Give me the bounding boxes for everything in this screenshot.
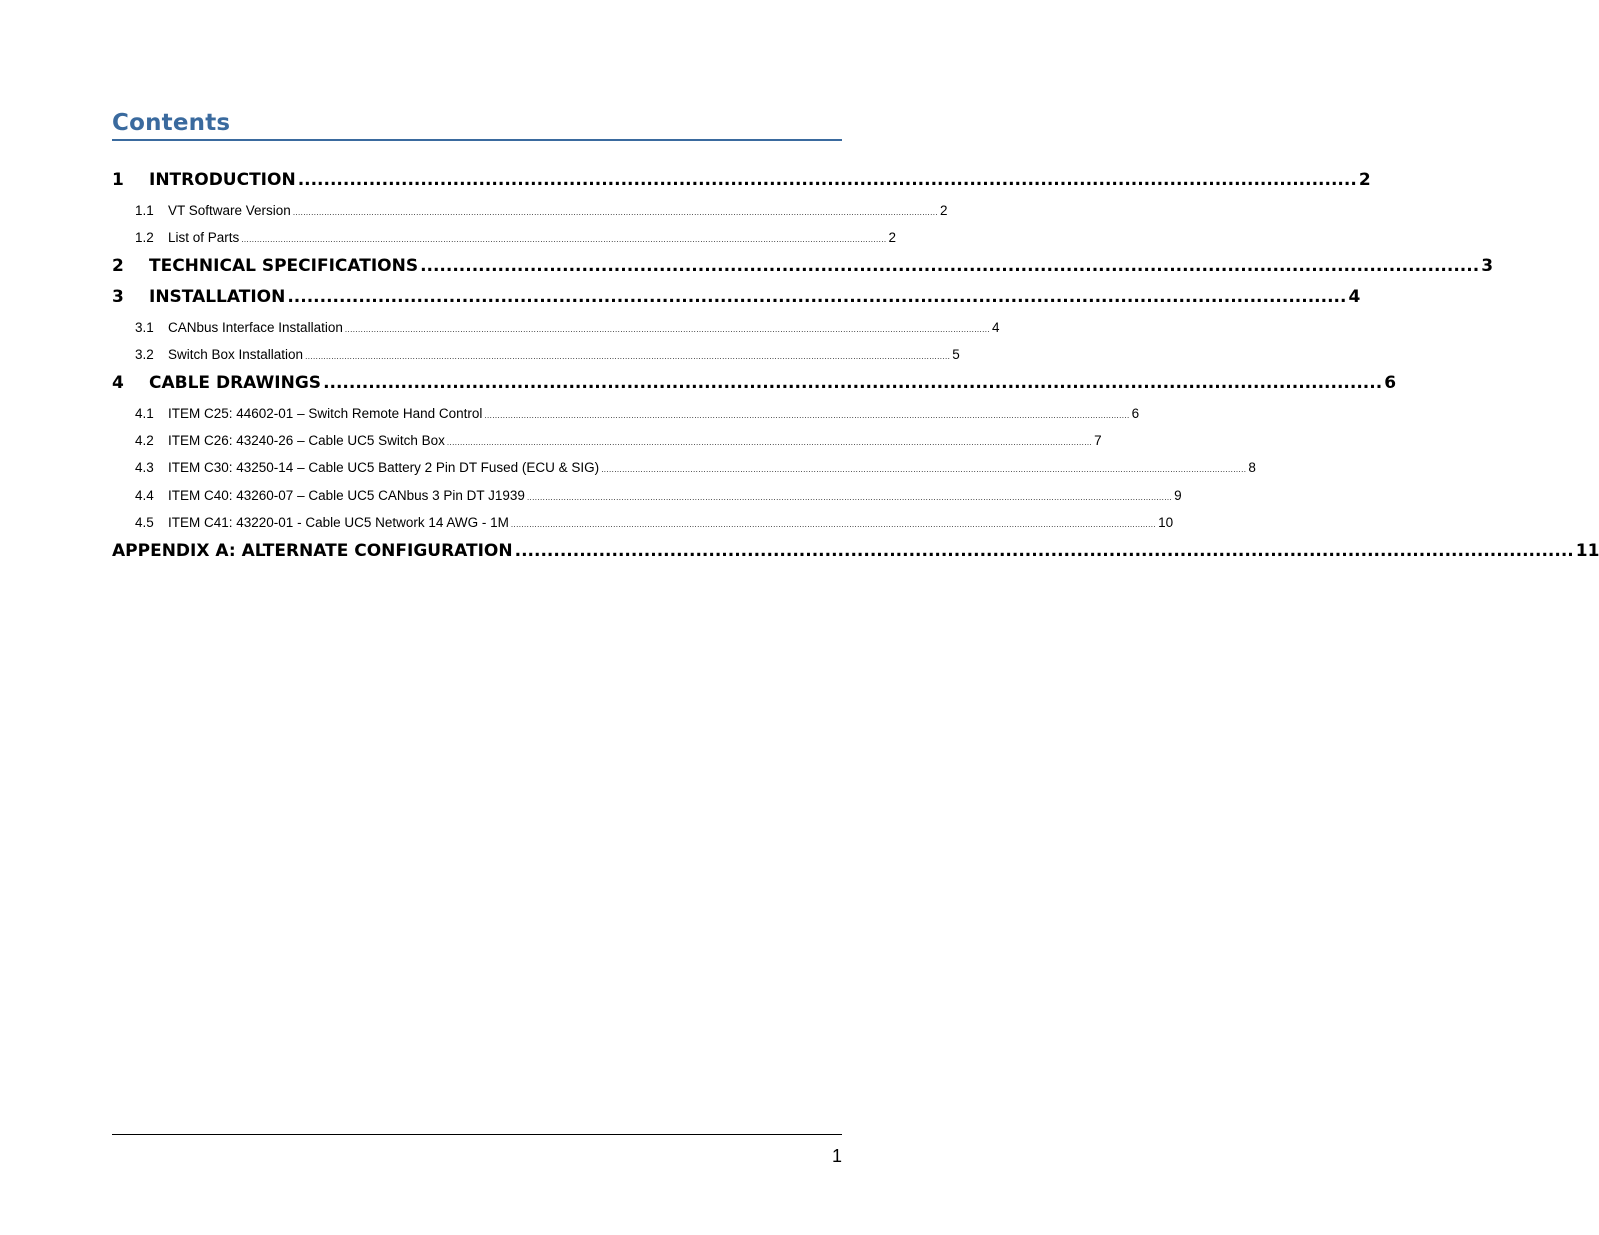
- toc-entry-page: 7: [1094, 433, 1102, 448]
- toc-entry-label: ITEM C26: 43240-26 – Cable UC5 Switch Box: [168, 433, 445, 448]
- toc-entry-page: 2: [888, 230, 896, 245]
- toc-entry-label: CABLE DRAWINGS: [149, 373, 322, 393]
- toc-entry-page: 3: [1481, 256, 1494, 276]
- toc-entry-number: 2: [112, 256, 124, 276]
- toc-leader-dots: ......................................................................................................................................................................................................................................................: [510, 520, 1157, 529]
- toc-entry-introduction[interactable]: [112, 170, 1371, 190]
- toc-entry-label: INSTALLATION: [149, 287, 286, 307]
- toc-entry-item-c41[interactable]: [112, 515, 1174, 530]
- toc-leader-dots: ....................................................................................................................................................................: [297, 170, 1357, 190]
- toc-entry-page: 11: [1575, 541, 1599, 561]
- toc-leader-dots: ......................................................................................................................................................................................................................................................: [241, 235, 887, 244]
- toc-entry-page: 4: [992, 320, 1000, 335]
- toc-entry-number: 1.1: [135, 203, 154, 218]
- toc-entry-label: ITEM C30: 43250-14 – Cable UC5 Battery 2 Pin DT Fused (ECU & SIG): [168, 460, 600, 475]
- toc-entry-number: 3.2: [135, 347, 154, 362]
- toc-leader-dots: ....................................................................................................................................................................: [323, 373, 1383, 393]
- toc-leader-dots: ......................................................................................................................................................................................................................................................: [292, 208, 938, 217]
- toc-entry-label: INTRODUCTION: [149, 170, 296, 190]
- toc-entry-item-c40[interactable]: [112, 488, 1182, 503]
- toc-entry-number: 3: [112, 287, 124, 307]
- toc-entry-page: 6: [1131, 406, 1140, 421]
- toc-entry-number: 1.2: [135, 230, 154, 245]
- toc-entry-installation[interactable]: [112, 287, 1361, 307]
- toc-entry-label: TECHNICAL SPECIFICATIONS: [149, 256, 419, 276]
- toc-entry-item-c26[interactable]: [112, 433, 1102, 448]
- toc-entry-page: 8: [1248, 460, 1256, 475]
- toc-entry-label: CANbus Interface Installation: [168, 320, 343, 335]
- toc-entry-label: Switch Box Installation: [168, 347, 304, 362]
- toc-entry-number: 4.5: [135, 515, 154, 530]
- page-title: Contents: [112, 110, 231, 136]
- toc-entry-page: 9: [1174, 488, 1182, 503]
- toc-entry-page: 5: [952, 347, 960, 362]
- toc-entry-label: ITEM C41: 43220-01 - Cable UC5 Network 14 AWG - 1M: [168, 515, 509, 530]
- toc-entry-page: 4: [1348, 287, 1361, 307]
- toc-entry-appendix-a[interactable]: [112, 541, 1599, 561]
- toc-entry-page: 6: [1384, 373, 1397, 393]
- toc-entry-label: ITEM C40: 43260-07 – Cable UC5 CANbus 3 Pin DT J1939: [168, 488, 525, 503]
- toc-entry-page: 10: [1158, 515, 1174, 530]
- toc-leader-dots: ......................................................................................................................................................................................................................................................: [305, 352, 951, 361]
- toc-leader-dots: ......................................................................................................................................................................................................................................................: [446, 438, 1093, 447]
- toc-entry-vt-software-version[interactable]: [112, 203, 948, 218]
- toc-entry-page: 2: [1358, 170, 1371, 190]
- toc-entry-list-of-parts[interactable]: [112, 230, 896, 245]
- toc-leader-dots: ....................................................................................................................................................................: [287, 287, 1347, 307]
- toc-entry-label: APPENDIX A: ALTERNATE CONFIGURATION: [112, 541, 513, 561]
- toc-entry-item-c30[interactable]: [112, 460, 1256, 475]
- toc-entry-number: 4.4: [135, 488, 154, 503]
- toc-entry-page: 2: [940, 203, 948, 218]
- toc-entry-number: 4: [112, 373, 124, 393]
- toc-entry-switch-box-installation[interactable]: [112, 347, 960, 362]
- toc-leader-dots: ....................................................................................................................................................................: [514, 541, 1574, 561]
- title-divider: [112, 139, 842, 141]
- toc-entry-number: 3.1: [135, 320, 154, 335]
- toc-leader-dots: ......................................................................................................................................................................................................................................................: [601, 465, 1247, 474]
- toc-entry-number: 1: [112, 170, 124, 190]
- toc-leader-dots: ......................................................................................................................................................................................................................................................: [344, 325, 991, 334]
- toc-leader-dots: ......................................................................................................................................................................................................................................................: [484, 411, 1130, 420]
- toc-leader-dots: ......................................................................................................................................................................................................................................................: [526, 493, 1173, 502]
- toc-entry-number: 4.2: [135, 433, 154, 448]
- footer-divider: [112, 1134, 842, 1135]
- toc-leader-dots: ....................................................................................................................................................................: [420, 256, 1480, 276]
- toc-entry-label: ITEM C25: 44602-01 – Switch Remote Hand Control: [168, 406, 483, 421]
- toc-entry-canbus-interface-installation[interactable]: [112, 320, 1000, 335]
- toc-entry-number: 4.1: [135, 406, 154, 421]
- toc-entry-label: VT Software Version: [168, 203, 291, 218]
- toc-entry-technical-specifications[interactable]: [112, 256, 1494, 276]
- toc-entry-number: 4.3: [135, 460, 154, 475]
- toc-entry-item-c25[interactable]: [112, 406, 1140, 421]
- toc-entry-cable-drawings[interactable]: [112, 373, 1397, 393]
- page-number: 1: [831, 1146, 842, 1166]
- toc-entry-label: List of Parts: [168, 230, 240, 245]
